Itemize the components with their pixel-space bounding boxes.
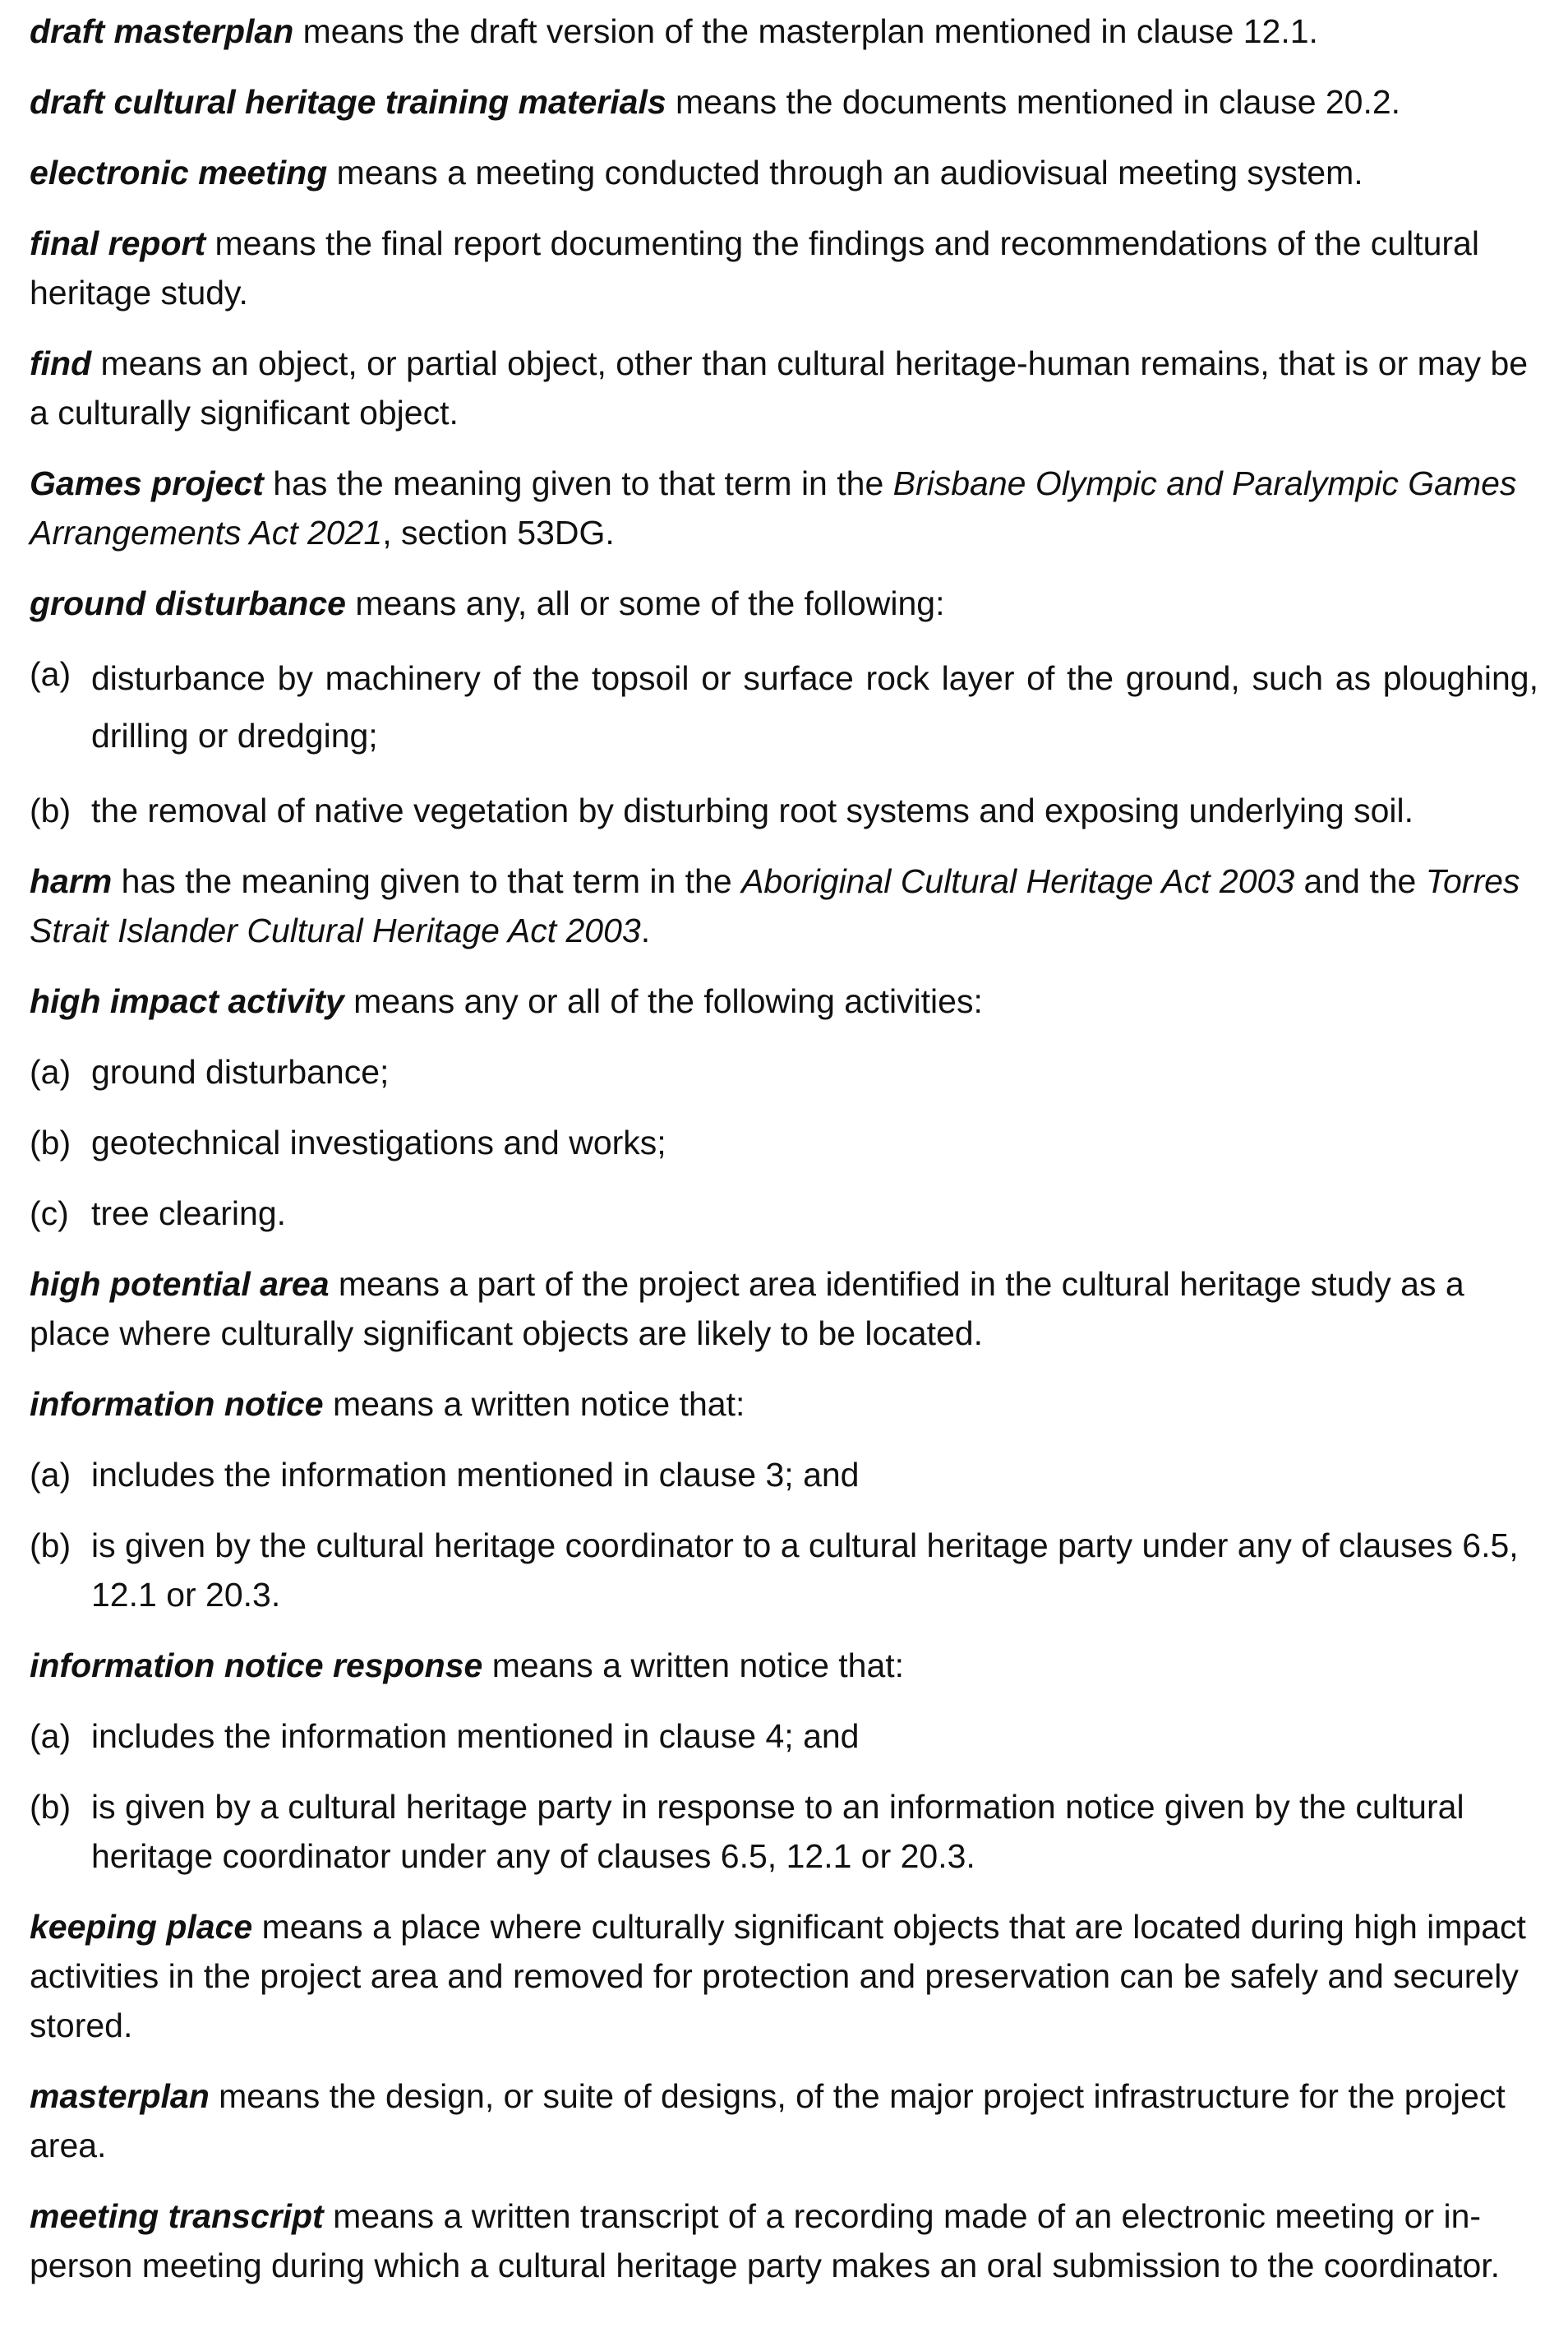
defined-term: high potential area [30, 1265, 330, 1303]
defined-term: electronic meeting [30, 154, 328, 192]
definition-find [30, 339, 1538, 437]
definition-text: means the draft version of the masterplan mentioned in clause 12.1. [293, 12, 1318, 50]
defined-term: high impact activity [30, 982, 344, 1020]
definition-text: means any or all of the following activities: [344, 982, 983, 1020]
list-item-text: includes the information mentioned in clause 3; and [91, 1456, 860, 1494]
definition-text: means an object, or partial object, other than cultural heritage-human remains, that is or may be a culturally significant object. [30, 344, 1529, 432]
defined-term: keeping place [30, 1908, 253, 1946]
definition-draft-cultural-heritage-training-materials [30, 77, 1538, 127]
list-item [30, 1450, 1538, 1499]
list-item-text: the removal of native vegetation by disturbing root systems and exposing underlying soil. [91, 792, 1414, 829]
defined-term: masterplan [30, 2077, 210, 2115]
list-item-text: is given by the cultural heritage coordinator to a cultural heritage party under any of clauses 6.5, 12.1 or 20.3. [91, 1526, 1519, 1614]
definition-high-potential-area [30, 1259, 1538, 1358]
act-title: Aboriginal Cultural Heritage Act 2003 [741, 862, 1295, 900]
defined-term: information notice [30, 1385, 324, 1423]
list-item-label: (a) [30, 1053, 71, 1091]
definition-text: means a part of the project area identified in the cultural heritage study as a place where culturally significant objects are likely to be located. [30, 1265, 1464, 1352]
defined-term: find [30, 344, 92, 382]
list-item-label: (a) [30, 655, 71, 693]
list-item-label: (b) [30, 1788, 71, 1826]
definition-text: means a written notice that: [482, 1646, 905, 1684]
definition-text: has the meaning given to that term in the [112, 862, 742, 900]
definition-text: means a written transcript of a recording made of an electronic meeting or in-person meeting during which a cultural heritage party makes an oral submission to the coordinator. [30, 2197, 1501, 2284]
list-item-label: (c) [30, 1194, 69, 1232]
list-item-text: includes the information mentioned in clause 4; and [91, 1717, 860, 1755]
defined-term: final report [30, 224, 206, 262]
definition-text: means any, all or some of the following: [345, 584, 945, 622]
list-item-label: (a) [30, 1717, 71, 1755]
list-item-text: tree clearing. [91, 1194, 287, 1232]
defined-term: meeting transcript [30, 2197, 324, 2235]
defined-term: harm [30, 862, 113, 900]
definition-information-notice-response [30, 1641, 1538, 1690]
list-item [30, 1521, 1538, 1619]
list-item [30, 786, 1538, 835]
definition-text: means a place where culturally significant objects that are located during high impact activities in the project area and removed for protection and preservation can be safely and securely stored. [30, 1908, 1526, 2044]
defined-term: Games project [30, 464, 264, 502]
definition-high-impact-activity [30, 977, 1538, 1026]
definition-text: means the documents mentioned in clause 20.2. [666, 83, 1401, 121]
act-title: Torres Strait Islander Cultural Heritage Act 2003 [30, 862, 1520, 949]
list-item [30, 1118, 1538, 1167]
definition-keeping-place [30, 1902, 1538, 2050]
definition-text: means a written notice that: [323, 1385, 745, 1423]
definition-text: means the final report documenting the findings and recommendations of the cultural heritage study. [30, 224, 1479, 312]
definition-harm [30, 857, 1538, 955]
list-item [30, 1189, 1538, 1238]
definition-final-report [30, 219, 1538, 317]
definition-electronic-meeting [30, 148, 1538, 197]
list-item-label: (b) [30, 1124, 71, 1161]
definition-text: has the meaning given to that term in the [263, 464, 893, 502]
list-item-label: (b) [30, 1526, 71, 1564]
definition-ground-disturbance [30, 579, 1538, 628]
definition-text-mid: and the [1294, 862, 1426, 900]
act-title: Brisbane Olympic and Paralympic Games Arrangements Act 2021 [30, 464, 1517, 552]
list-item-text: disturbance by machinery of the topsoil or surface rock layer of the ground, such as ploughing, drilling or dredging; [91, 659, 1538, 755]
list-item [30, 1047, 1538, 1097]
list-item [30, 1711, 1538, 1761]
list-item [30, 1782, 1538, 1881]
defined-term: ground disturbance [30, 584, 346, 622]
definition-text: means the design, or suite of designs, of the major project infrastructure for the project area. [30, 2077, 1506, 2164]
definition-text-tail: . [640, 912, 651, 949]
definition-masterplan [30, 2071, 1538, 2170]
definition-draft-masterplan [30, 7, 1538, 56]
defined-term: draft cultural heritage training materials [30, 83, 666, 121]
list-item-text: ground disturbance; [91, 1053, 390, 1091]
list-item-label: (b) [30, 792, 71, 829]
definition-text: means a meeting conducted through an audiovisual meeting system. [327, 154, 1363, 192]
list-item [30, 649, 1538, 764]
definition-information-notice [30, 1379, 1538, 1429]
definition-text-tail: , section 53DG. [382, 514, 615, 552]
list-item-text: is given by a cultural heritage party in response to an information notice given by the cultural heritage coordinator under any of clauses 6.5, 12.1 or 20.3. [91, 1788, 1464, 1875]
definition-games-project [30, 459, 1538, 557]
list-item-label: (a) [30, 1456, 71, 1494]
list-item-text: geotechnical investigations and works; [91, 1124, 666, 1161]
definition-meeting-transcript [30, 2191, 1538, 2290]
defined-term: information notice response [30, 1646, 483, 1684]
defined-term: draft masterplan [30, 12, 294, 50]
